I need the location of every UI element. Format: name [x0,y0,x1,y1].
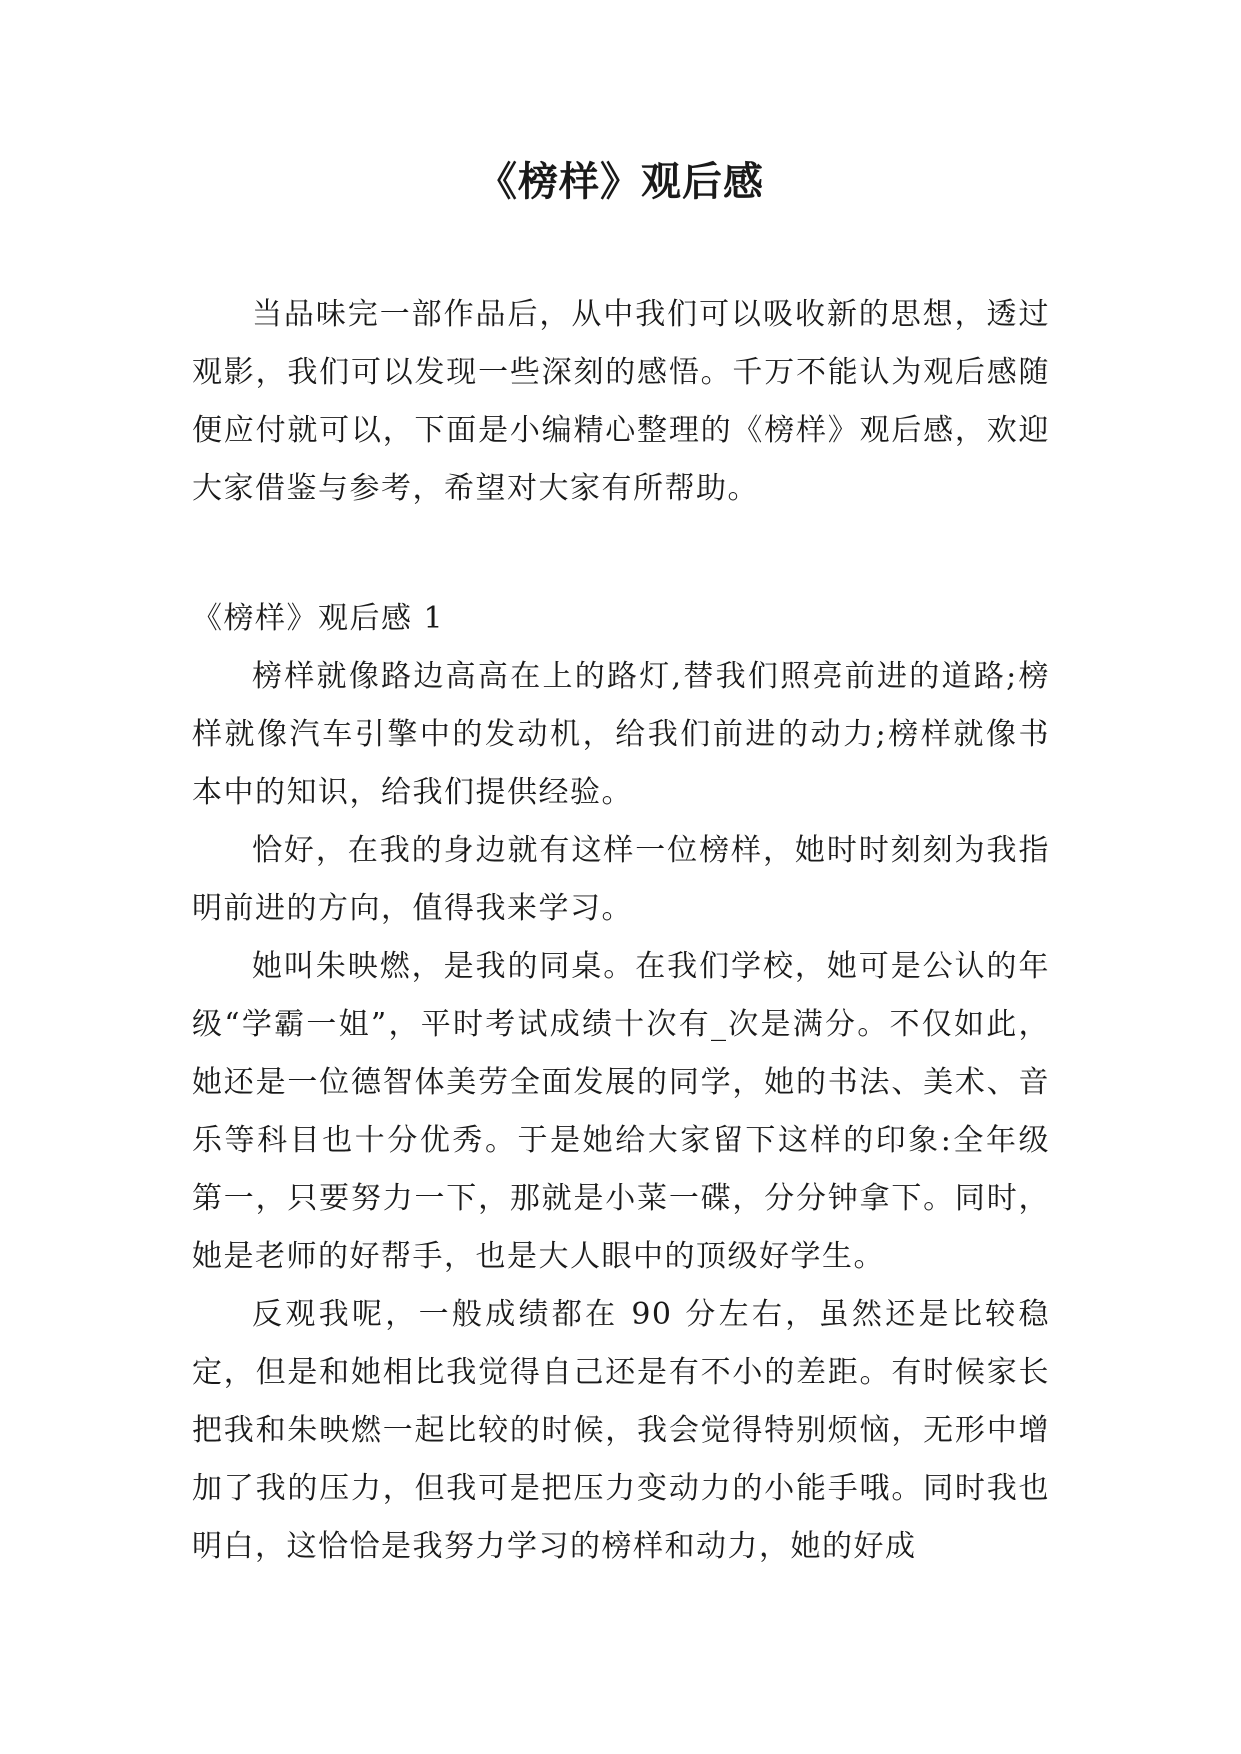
body-paragraph: 反观我呢，一般成绩都在 90 分左右，虽然还是比较稳定，但是和她相比我觉得自己还是有不小的差距。有时候家长把我和朱映燃一起比较的时候，我会觉得特别烦恼，无形中增加了我的压力，但我可是把压力变动力的小能手哦。同时我也明白，这恰恰是我努力学习的榜样和动力，她的好成 [192,1297,1050,1564]
document-body [192,286,1050,1576]
body-paragraph: 她叫朱映燃，是我的同桌。在我们学校，她可是公认的年级“学霸一姐”，平时考试成绩十次有_次是满分。不仅如此，她还是一位德智体美劳全面发展的同学，她的书法、美术、音乐等科目也十分优秀。于是她给大家留下这样的印象:全年级第一，只要努力一下，那就是小菜一碟，分分钟拿下。同时，她是老师的好帮手，也是大人眼中的顶级好学生。 [192,949,1050,1274]
document-title: 《榜样》观后感 [477,159,764,205]
body-paragraph: 恰好，在我的身边就有这样一位榜样，她时时刻刻为我指明前进的方向，值得我来学习。 [192,833,1050,926]
intro-paragraph: 当品味完一部作品后，从中我们可以吸收新的思想，透过观影，我们可以发现一些深刻的感悟。千万不能认为观后感随便应付就可以，下面是小编精心整理的《榜样》观后感，欢迎大家借鉴与参考，希望对大家有所帮助。 [192,297,1050,506]
section-heading: 《榜样》观后感 1 [192,601,445,636]
body-paragraph: 榜样就像路边高高在上的路灯,替我们照亮前进的道路;榜样就像汽车引擎中的发动机，给我们前进的动力;榜样就像书本中的知识，给我们提供经验。 [192,659,1050,810]
